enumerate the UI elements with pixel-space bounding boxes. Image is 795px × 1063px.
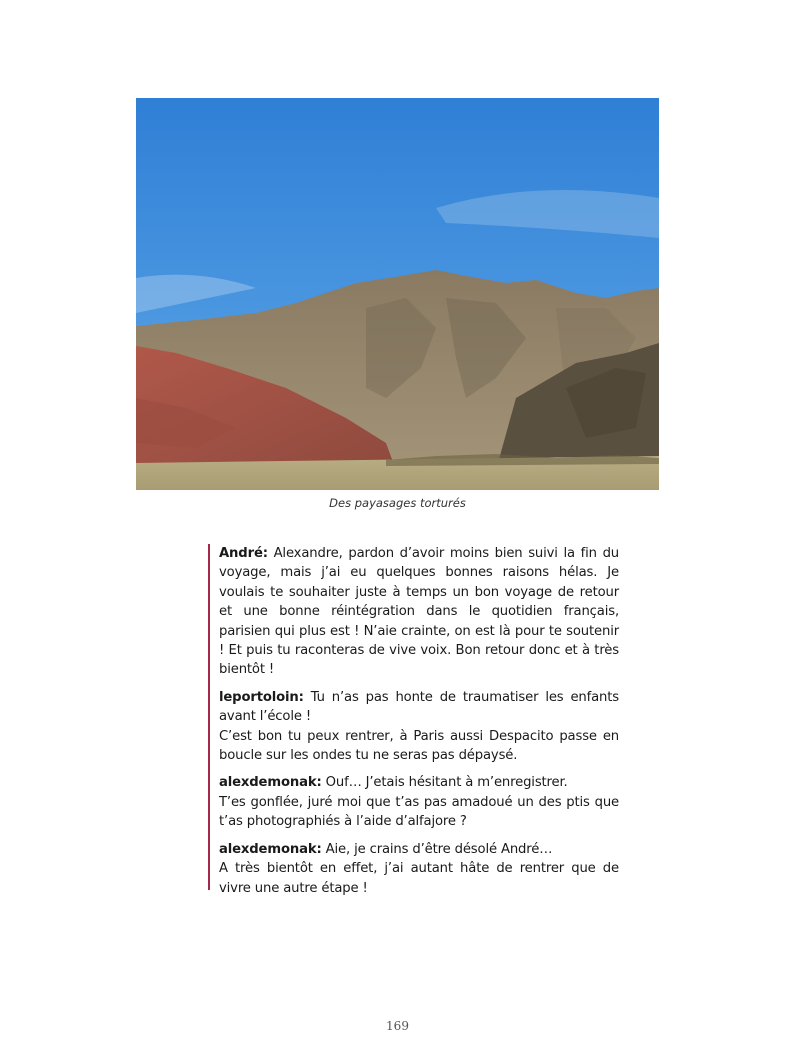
comment-item [219, 688, 619, 766]
mountain-landscape-image [136, 98, 659, 490]
comment-author: alexdemonak: [219, 775, 322, 791]
comment-text: Ouf… J’etais hésitant à m’enregistrer. [325, 775, 568, 791]
landscape-photo [136, 98, 659, 490]
comment-item [219, 773, 619, 831]
comment-paragraph [219, 688, 619, 727]
comment-author: alexdemonak: [219, 841, 322, 857]
comment-item [219, 544, 619, 680]
page-number: 169 [386, 1019, 409, 1033]
comment-paragraph [219, 840, 619, 859]
comment-author: leportoloin: [219, 689, 304, 705]
comment-item [219, 840, 619, 898]
comment-author: André: [219, 546, 268, 561]
comment-paragraph [219, 544, 619, 680]
comment-text: Tu n’as pas honte de traumatiser les enfants avant l’école ! [219, 689, 619, 725]
comment-text: C’est bon tu peux rentrer, à Paris aussi Despacito passe en boucle sur les ondes tu ne seras pas dépaysé. [219, 728, 619, 764]
comment-text: A très bientôt en effet, j’ai autant hâte de rentrer que de vivre une autre étape ! [219, 861, 619, 896]
comments-block [208, 544, 619, 896]
figure-caption: Des payasages torturés [329, 496, 466, 510]
comment-text: T’es gonflée, juré moi que t’as pas amadoué un des ptis que t’as photographiés à l’aide d’alfajore ? [219, 794, 619, 830]
comment-text: Alexandre, pardon d’avoir moins bien suivi la fin du voyage, mais j’ai eu quelques bonnes raisons hélas. Je voulais te souhaiter juste à temps un bon voyage de retour et une bonne réintégration dans le quotidien français, parisien qui plus est ! N’aie crainte, on est là pour te soutenir ! Et puis tu raconteras de vive voix. Bon retour donc et à très bientôt ! [219, 546, 619, 678]
comment-text: Aie, je crains d’être désolé André… [325, 841, 553, 857]
comment-paragraph [219, 773, 619, 792]
